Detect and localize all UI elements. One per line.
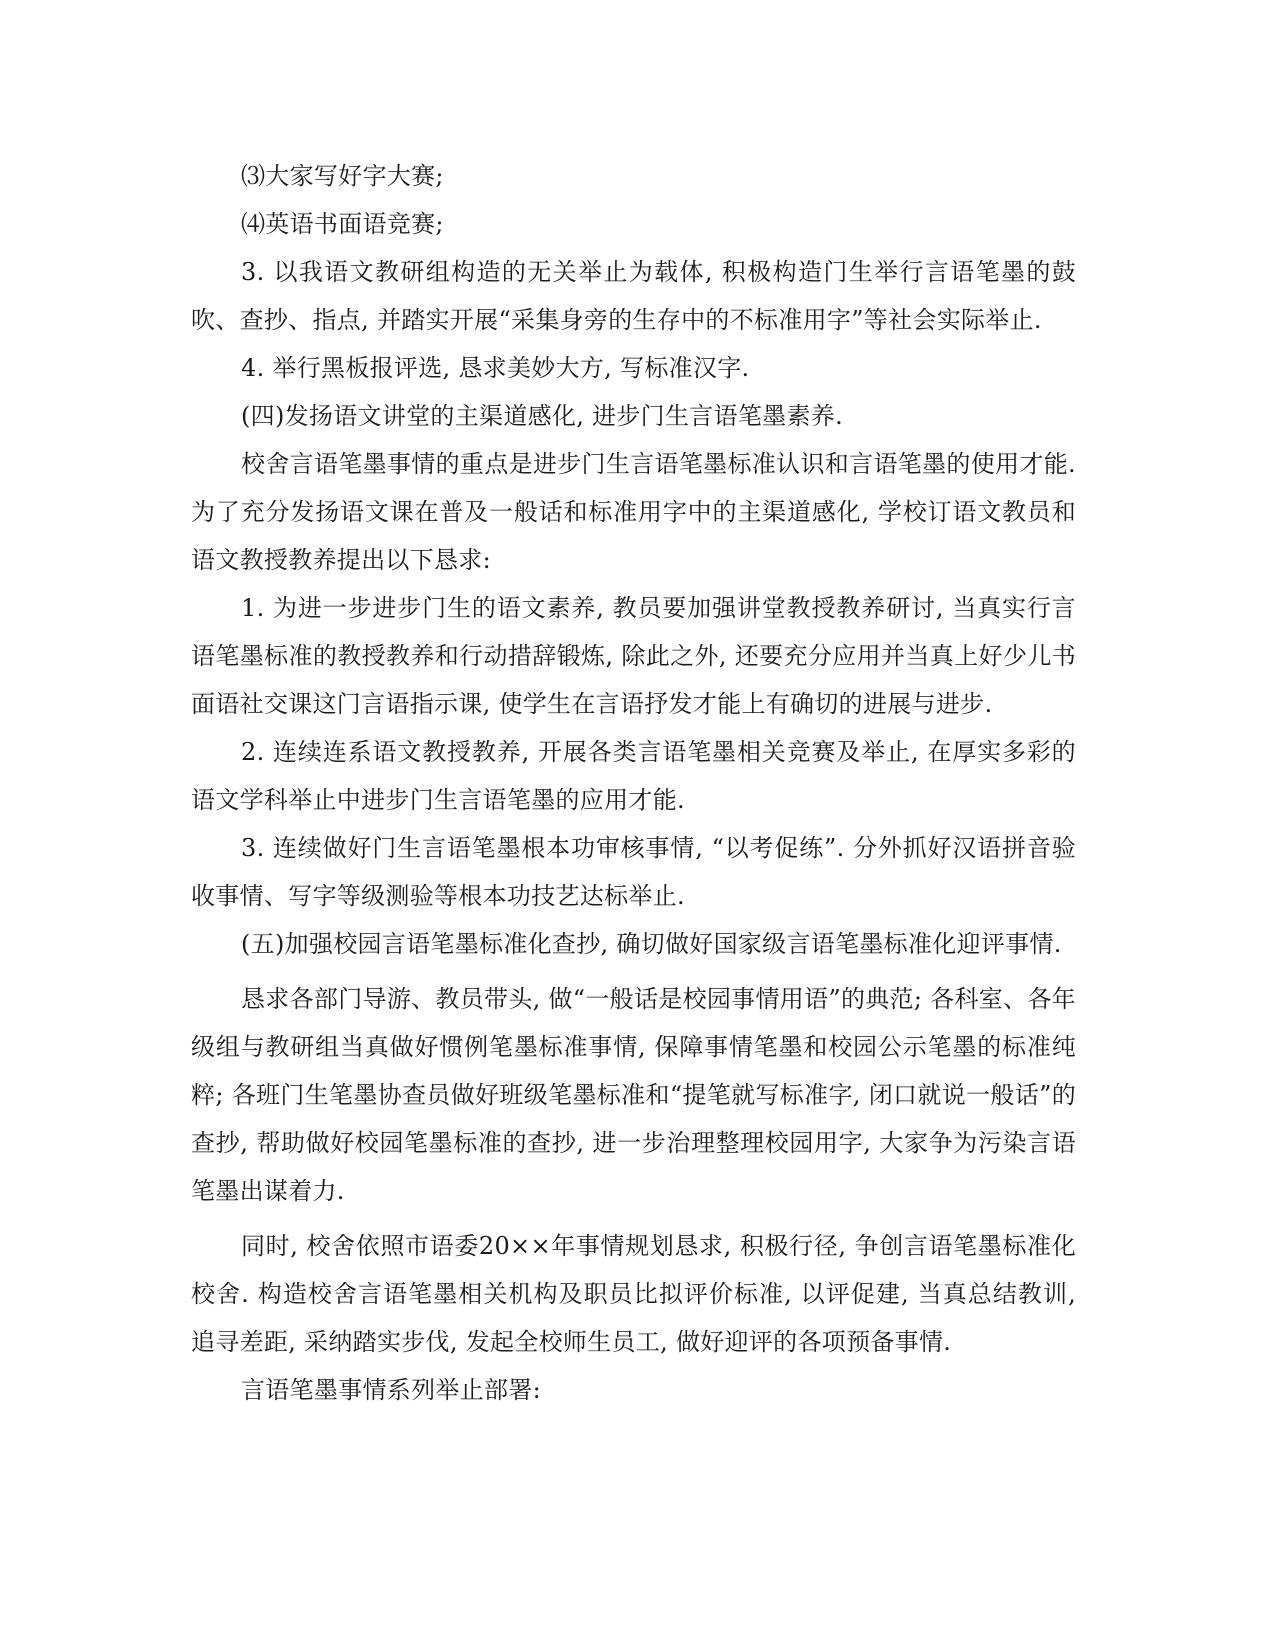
paragraph-requirement-3: 3. 连续做好门生言语笔墨根本功审核事情, “以考促练”. 分外抓好汉语拼音验收事情、写字等级测验等根本功技艺达标举止. [191,834,1076,910]
paragraph-school-language-work: 校舍言语笔墨事情的重点是进步门生言语笔墨标准认识和言语笔墨的使用才能. 为了充分发扬语文课在普及一般话和标准用字中的主渠道感化, 学校订语文教员和语文教授教养提出以下恳求: [191,450,1076,574]
section-heading-5: (五)加强校园言语笔墨标准化查抄, 确切做好国家级言语笔墨标准化迎评事情. [241,930,1062,958]
section-heading-4: (四)发扬语文讲堂的主渠道感化, 进步门生言语笔墨素养. [241,402,844,430]
paragraph-item-4-blackboard: 4. 举行黑板报评选, 恳求美妙大方, 写标准汉字. [241,354,750,382]
paragraph-requirement-2: 2. 连续连系语文教授教养, 开展各类言语笔墨相关竞赛及举止, 在厚实多彩的语文学科举止中进步门生言语笔墨的应用才能. [191,738,1076,814]
paragraph-department-requirements: 恳求各部门导游、教员带头, 做“一般话是校园事情用语”的典范; 各科室、各年级组与教研组当真做好惯例笔墨标准事情, 保障事情笔墨和校园公示笔墨的标准纯粹; 各班门生笔墨协查员做好班级笔墨标准和“提笔就写标准字, 闭口就说一般话”的查抄, 帮助做好校园笔墨标准的查抄, 进一步治理整理校园用字, 大家争为污染言语笔墨出谋着力. [191,985,1076,1205]
list-item-contest-english: ⑷英语书面语竞赛; [241,210,444,238]
paragraph-requirement-1: 1. 为进一步进步门生的语文素养, 教员要加强讲堂教授教养研讨, 当真实行言语笔墨标准的教授教养和行动措辞锻炼, 除此之外, 还要充分应用并当真上好少儿书面语社交课这门言语指示课, 使学生在言语抒发才能上有确切的进展与进步. [191,594,1076,718]
paragraph-activities-arrangement: 言语笔墨事情系列举止部署: [241,1376,541,1404]
list-item-contest-handwriting: ⑶大家写好字大赛; [241,162,444,190]
document-body [191,152,1076,1414]
paragraph-standardization-plan: 同时, 校舍依照市语委20××年事情规划恳求, 积极行径, 争创言语笔墨标准化校舍. 构造校舍言语笔墨相关机构及职员比拟评价标准, 以评促建, 当真总结教训, 追寻差距, 采纳踏实步伐, 发起全校师生员工, 做好迎评的各项预备事情. [191,1232,1076,1356]
paragraph-item-3-activities: 3. 以我语文教研组构造的无关举止为载体, 积极构造门生举行言语笔墨的鼓吹、查抄、指点, 并踏实开展“采集身旁的生存中的不标准用字”等社会实际举止. [191,258,1076,334]
